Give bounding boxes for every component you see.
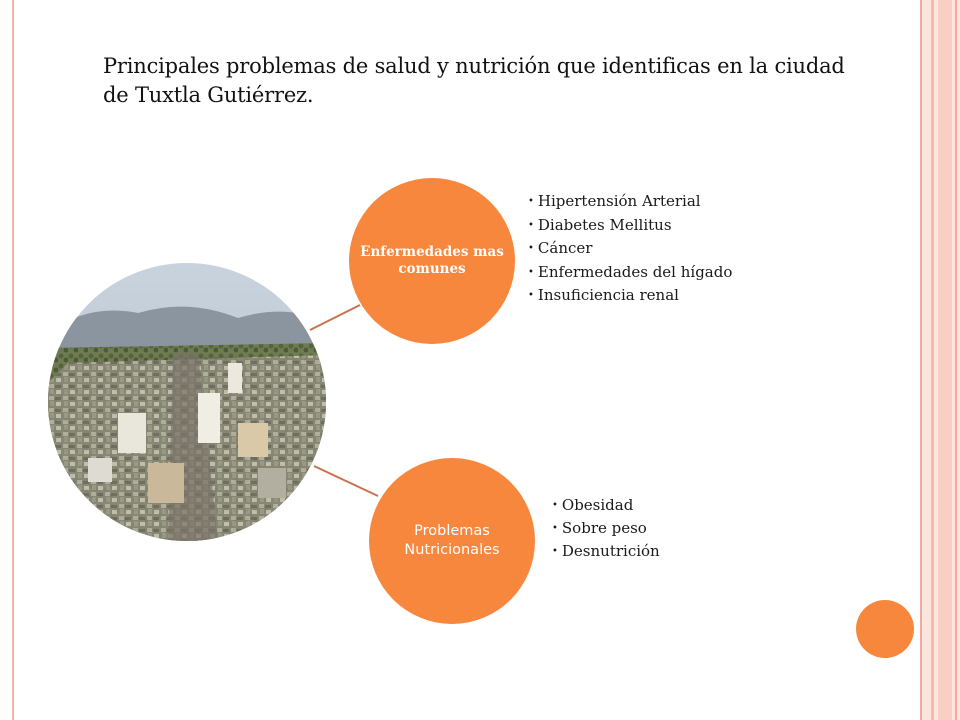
slide-title: Principales problemas de salud y nutrición que identificas en la ciudad de Tuxtla Gutiérrez. [103,54,845,107]
list-item: • Insuficiencia renal [528,284,732,308]
list-item: • Diabetes Mellitus [528,214,732,238]
node-1-bullet-list [528,190,732,308]
diagram-node-enfermedades [349,178,515,344]
node-label: Enfermedades mas comunes [360,244,504,277]
connector-line-1 [310,305,360,330]
city-aerial-photo [48,263,326,541]
list-item: • Enfermedades del hígado [528,261,732,285]
decorative-orange-circle [856,600,914,658]
diagram-node-problemas-nutricionales [369,458,535,624]
node-label: Problemas Nutricionales [404,523,500,558]
list-item: • Sobre peso [552,517,660,540]
list-item: • Cáncer [528,237,732,261]
list-item: • Desnutrición [552,540,660,563]
node-2-bullet-list [552,494,660,563]
list-item: • Hipertensión Arterial [528,190,732,214]
connector-line-2 [314,466,378,496]
list-item: • Obesidad [552,494,660,517]
